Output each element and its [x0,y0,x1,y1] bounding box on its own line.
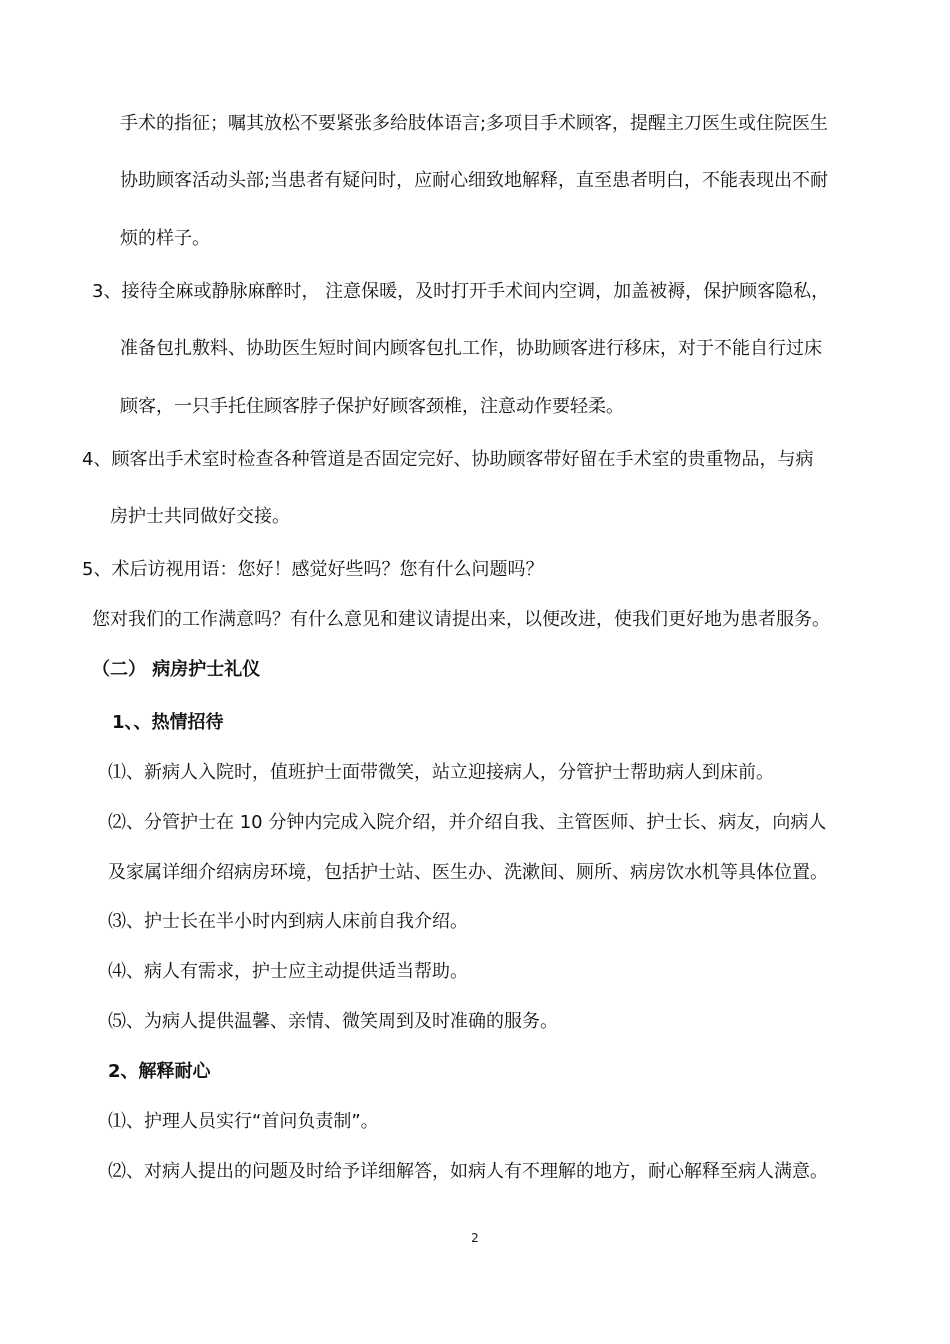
text-line: 手术的指征；嘱其放松不要紧张多给肢体语言;多项目手术顾客，提醒主刀医生或住院医生 [120,113,829,134]
subsection-heading: 2、解释耐心 [108,1061,211,1082]
list-item: ⑶、护士长在半小时内到病人床前自我介绍。 [108,911,468,932]
list-item-5: 5、术后访视用语：您好！感觉好些吗？您有什么问题吗？ [82,559,544,580]
list-item-3: 3、接待全麻或静脉麻醉时， 注意保暖，及时打开手术间内空调，加盖被褥，保护顾客隐私， [92,281,830,302]
list-item: ⑷、病人有需求，护士应主动提供适当帮助。 [108,961,468,982]
subsection-heading: 1、、热情招待 [112,712,224,733]
text-line: 房护士共同做好交接。 [110,506,290,527]
list-item: ⑸、为病人提供温馨、亲情、微笑周到及时准确的服务。 [108,1011,558,1032]
list-item: ⑴、护理人员实行“首问负责制”。 [108,1111,379,1132]
text-line: 协助顾客活动头部;当患者有疑问时，应耐心细致地解释，直至患者明白，不能表现出不耐 [120,170,829,191]
text-line: 您对我们的工作满意吗？有什么意见和建议请提出来，以便改进，使我们更好地为患者服务。 [92,609,830,630]
list-item: ⑵、分管护士在 10 分钟内完成入院介绍，并介绍自我、主管医师、护士长、病友，向病人 [108,812,827,833]
text-line: 及家属详细介绍病房环境，包括护士站、医生办、洗漱间、厕所、病房饮水机等具体位置。 [108,862,828,883]
list-item: ⑴、新病人入院时，值班护士面带微笑，站立迎接病人，分管护士帮助病人到床前。 [108,762,774,783]
list-item: ⑵、对病人提出的问题及时给予详细解答，如病人有不理解的地方，耐心解释至病人满意。 [108,1161,828,1182]
text-line: 烦的样子。 [120,228,210,249]
text-line: 准备包扎敷料、协助医生短时间内顾客包扎工作，协助顾客进行移床，对于不能自行过床 [120,338,822,359]
list-item-4: 4、顾客出手术室时检查各种管道是否固定完好、协助顾客带好留在手术室的贵重物品，与病 [82,449,814,470]
section-heading: （二） 病房护士礼仪 [92,659,261,680]
text-line: 顾客，一只手托住顾客脖子保护好顾客颈椎，注意动作要轻柔。 [120,396,624,417]
page-number: 2 [471,1231,479,1245]
